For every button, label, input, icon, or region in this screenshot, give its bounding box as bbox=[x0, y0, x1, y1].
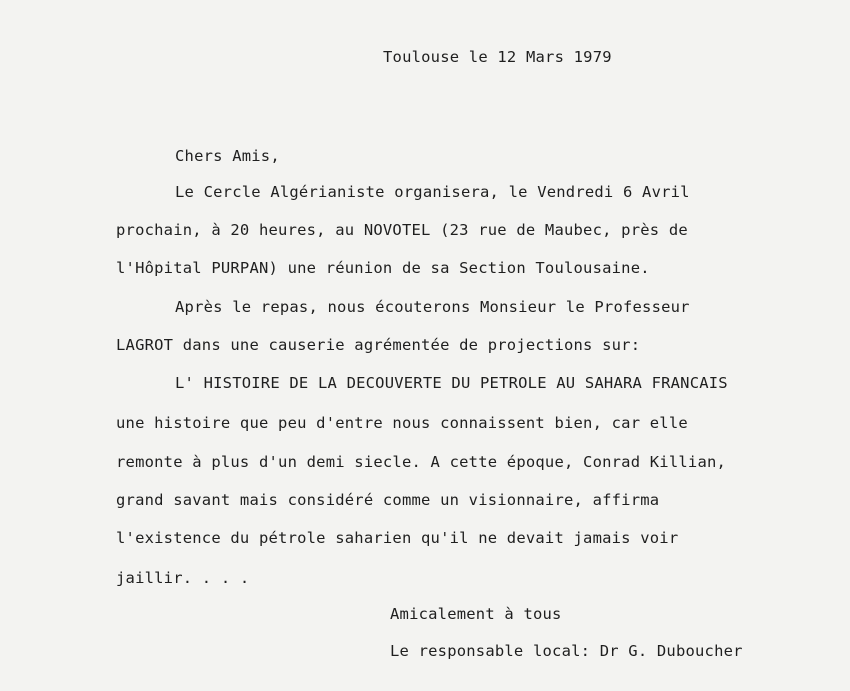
paragraph3-line2: une histoire que peu d'entre nous connaissent bien, car elle bbox=[116, 414, 688, 432]
paragraph1-line1: Le Cercle Algérianiste organisera, le Vendredi 6 Avril bbox=[175, 183, 690, 201]
paragraph3-line4: grand savant mais considéré comme un visionnaire, affirma bbox=[116, 491, 660, 509]
paragraph2-line1: Après le repas, nous écouterons Monsieur le Professeur bbox=[175, 298, 690, 316]
paragraph1-line2: prochain, à 20 heures, au NOVOTEL (23 rue de Maubec, près de bbox=[116, 221, 688, 239]
greeting: Chers Amis, bbox=[175, 147, 280, 165]
paragraph3-line5: l'existence du pétrole saharien qu'il ne devait jamais voir bbox=[116, 529, 679, 547]
signature: Le responsable local: Dr G. Duboucher bbox=[390, 642, 743, 660]
lecture-title: L' HISTOIRE DE LA DECOUVERTE DU PETROLE AU SAHARA FRANCAIS bbox=[175, 374, 728, 392]
date-line: Toulouse le 12 Mars 1979 bbox=[383, 48, 612, 66]
paragraph3-line6: jaillir. . . . bbox=[116, 569, 250, 587]
closing: Amicalement à tous bbox=[390, 605, 562, 623]
paragraph3-line3: remonte à plus d'un demi siecle. A cette époque, Conrad Killian, bbox=[116, 453, 727, 471]
paragraph1-line3: l'Hôpital PURPAN) une réunion de sa Section Toulousaine. bbox=[116, 259, 650, 277]
paragraph2-line2: LAGROT dans une causerie agrémentée de projections sur: bbox=[116, 336, 641, 354]
